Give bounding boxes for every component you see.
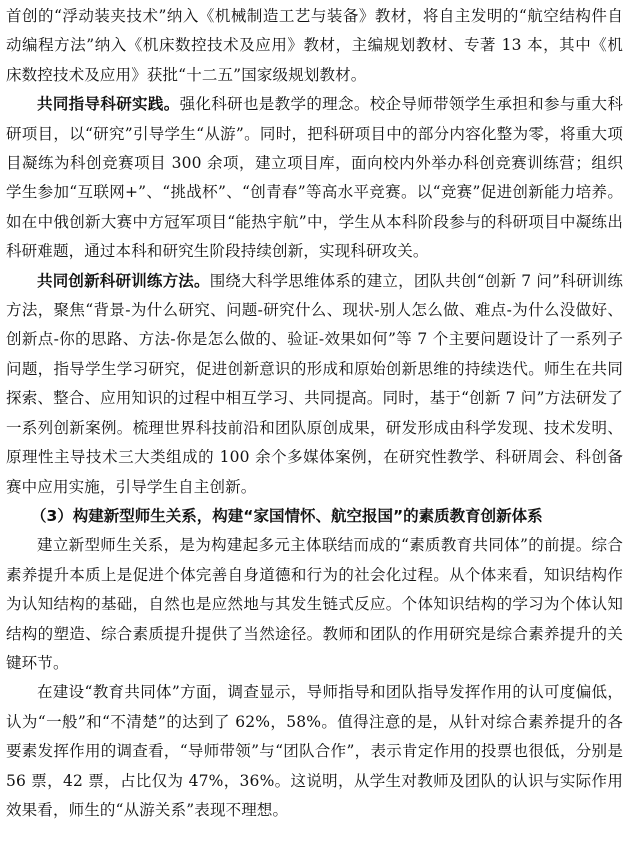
paragraph-body-research-practice: 强化科研也是教学的理念。校企导师带领学生承担和参与重大科研项目，以“研究”引导学生“从游”。同时，把科研项目中的部分内容化整为零，将重大项目凝练为科创竞赛项目 300 余项，建立项目库，面向校内外举办科创竞赛训练营；组织学生参加“互联网+”、“挑战杯”、“创青春”等高水平竞赛。以“竞赛”促进创新能力培养。如在中俄创新大赛中方冠军项目“能热宇航”中，学生从本科阶段参与的科研项目中凝练出科研难题，通过本科和研究生阶段持续创新，实现科研攻关。 bbox=[6, 95, 623, 261]
paragraph-textbooks: 首创的“浮动装夹技术”纳入《机械制造工艺与装备》教材，将自主发明的“航空结构件自动编程方法”纳入《机床数控技术及应用》教材，主编规划教材、专著 13 本，其中《机床数控技术及应用》获批“十二五”国家级规划教材。 bbox=[6, 7, 623, 84]
section-heading: （3）构建新型师生关系，构建“家国情怀、航空报国”的素质教育创新体系 bbox=[31, 506, 543, 525]
paragraph-lead-research-practice: 共同指导科研实践。 bbox=[37, 95, 180, 114]
paragraph-survey: 在建设“教育共同体”方面，调查显示，导师指导和团队指导发挥作用的认可度偏低，认为“一般”和“不清楚”的达到了 62%，58%。值得注意的是，从针对综合素养提升的各要素发挥作用的调查看，“导师带领”与“团队合作”，表示肯定作用的投票也很低，分别是 56 票，42 票，占比仅为 47%，36%。这说明，从学生对教师及团队的认识与实际作用效果看，师生的“从游关系”表现不理想。 bbox=[6, 683, 623, 819]
paragraph-relationship: 建立新型师生关系，是为构建起多元主体联结而成的“素质教育共同体”的前提。综合素养提升本质上是促进个体完善自身道德和行为的社会化过程。从个体来看，知识结构作为认知结构的基础，自然也是应然地与其发生链式反应。个体知识结构的学习为个体认知结构的塑造、综合素质提升提供了当然途径。教师和团队的作用研究是综合素养提升的关键环节。 bbox=[6, 536, 623, 672]
paragraph-body-training-method: 围绕大科学思维体系的建立，团队共创“创新 7 问”科研训练方法，聚焦“背景-为什么研究、问题-研究什么、现状-别人怎么做、难点-为什么没做好、创新点-你的思路、方法-你是怎么做的、验证-效果如何”等 7 个主要问题设计了一系列子问题，指导学生学习研究，促进创新意识的形成和原始创新思维的持续迭代。师生在共同探索、整合、应用知识的过程中相互学习、共同提高。同时，基于“创新 7 问”方法研发了一系列创新案例。梳理世界科技前沿和团队原创成果，研发形成由科学发现、技术发明、原理性主导技术三大类组成的 100 余个多媒体案例，在研究性教学、科研周会、科创备赛中应用实施，引导学生自主创新。 bbox=[6, 271, 623, 496]
paragraph-training-method bbox=[6, 267, 623, 502]
paragraph-research-practice bbox=[6, 90, 623, 266]
paragraph-lead-training-method: 共同创新科研训练方法。 bbox=[37, 271, 210, 290]
